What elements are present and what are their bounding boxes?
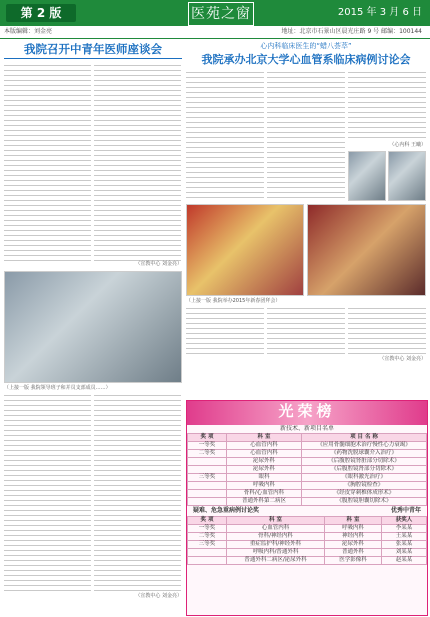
left-column bbox=[4, 40, 182, 600]
table-row bbox=[188, 541, 427, 549]
table-row bbox=[188, 490, 427, 498]
stage-photo bbox=[307, 204, 427, 296]
left-article-title: 我院召开中青年医师座谈会 bbox=[4, 42, 182, 59]
lecture-photo-2 bbox=[388, 151, 426, 201]
honor-roll-subtitle: 新技术、新项目名单 bbox=[279, 425, 334, 432]
right-column bbox=[186, 40, 426, 363]
right-article-credit: （心内科 王曦） bbox=[389, 142, 426, 148]
table-row bbox=[188, 450, 427, 458]
table-cell: 心血管内科 bbox=[227, 442, 302, 450]
masthead bbox=[0, 0, 430, 26]
sub-header bbox=[0, 26, 430, 39]
left-article-body-col1 bbox=[4, 63, 91, 261]
left-article-credit: （宣教中心 刘金亮） bbox=[135, 261, 182, 267]
table-cell bbox=[188, 490, 227, 498]
table-row bbox=[188, 533, 427, 541]
left-article-body-col2 bbox=[94, 63, 181, 261]
right-lower-body-col3 bbox=[348, 306, 426, 356]
table-cell: 赵某某 bbox=[382, 557, 427, 565]
left-lower-body-col2 bbox=[94, 393, 181, 593]
right-article-title: 我院承办北京大学心血管系临床病例讨论会 bbox=[201, 53, 411, 66]
table-cell: 神经内科 bbox=[325, 533, 382, 541]
table-cell: 泌尿外科 bbox=[227, 458, 302, 466]
table-cell: 心血管内科 bbox=[227, 525, 325, 533]
right-lower-credit: （宣教中心 刘金亮） bbox=[379, 356, 426, 362]
awards-table bbox=[187, 516, 427, 565]
new-year-party-photo bbox=[186, 204, 304, 296]
meeting-photo bbox=[4, 271, 182, 383]
col2-header-award: 奖 项 bbox=[188, 517, 227, 525]
table-cell: 一等奖 bbox=[188, 442, 227, 450]
table-cell: 普通外科二病区/泌尿外科 bbox=[227, 557, 325, 565]
table-cell bbox=[188, 549, 227, 557]
table-row bbox=[188, 549, 427, 557]
table-cell: 《经皮穿刺椎体成形术》 bbox=[302, 490, 427, 498]
right-lower-body-col2 bbox=[267, 306, 345, 356]
table-cell: 心血管内科 bbox=[227, 450, 302, 458]
table-row bbox=[188, 525, 427, 533]
table-cell: 眼科 bbox=[227, 474, 302, 482]
table-cell: 王某某 bbox=[382, 533, 427, 541]
col-header-project: 项 目 名 称 bbox=[302, 434, 427, 442]
table-row bbox=[188, 557, 427, 565]
right-lower-body-col1 bbox=[186, 306, 264, 356]
table-cell: 一等奖 bbox=[188, 525, 227, 533]
table-cell bbox=[188, 557, 227, 565]
young-doctor-title: 优秀中青年 bbox=[390, 507, 421, 514]
table-cell bbox=[188, 458, 227, 466]
lecture-photo-1 bbox=[348, 151, 386, 201]
table-cell bbox=[188, 498, 227, 506]
address-line: 地址：北京市石景山区晨光庄路 9 号 邮编：100144 bbox=[281, 28, 422, 35]
honor-roll-banner: 光荣榜 bbox=[187, 401, 427, 425]
table-cell bbox=[188, 466, 227, 474]
right-article-body-col1 bbox=[186, 70, 264, 200]
table-cell: 三等奖 bbox=[188, 474, 227, 482]
left-lower-body-col1 bbox=[4, 393, 91, 593]
left-photo-caption: （上接一版 我院领导班子和并员支部成员……） bbox=[4, 385, 111, 391]
section-title: 医苑之窗 bbox=[188, 2, 254, 26]
table-cell: 刘某某 bbox=[382, 549, 427, 557]
issue-date: 2015 年 3 月 6 日 bbox=[337, 7, 422, 18]
table-cell: 骨科/心血管内科 bbox=[227, 490, 302, 498]
table-cell: 《后腹腔镜肾部分切除术》 bbox=[302, 466, 427, 474]
table-row bbox=[188, 474, 427, 482]
table-row bbox=[188, 466, 427, 474]
table-cell bbox=[188, 482, 227, 490]
table-cell: 呼吸内科/普通外科 bbox=[227, 549, 325, 557]
honor-roll bbox=[186, 400, 428, 616]
table-cell: 医学影像科 bbox=[325, 557, 382, 565]
table-cell: 呼吸内科 bbox=[325, 525, 382, 533]
case-discussion-title: 疑难、危急重病例讨论奖 bbox=[193, 507, 260, 514]
right-article-kicker: 心内科临床医生的“蜡八荟萃” bbox=[260, 42, 352, 50]
table-cell: 重症监护科/神经外科 bbox=[227, 541, 325, 549]
projects-table bbox=[187, 433, 427, 506]
table-cell: 普通外科 bbox=[325, 549, 382, 557]
table-cell: 李某某 bbox=[382, 525, 427, 533]
table-cell: 骨科/神经内科 bbox=[227, 533, 325, 541]
table-row bbox=[188, 442, 427, 450]
table-cell: 呼吸内科 bbox=[227, 482, 302, 490]
col2-header-dept2: 科 室 bbox=[325, 517, 382, 525]
table-cell: 《药物洗脱球囊介入治疗》 bbox=[302, 450, 427, 458]
table-row bbox=[188, 458, 427, 466]
table-cell: 《眼科激光治疗》 bbox=[302, 474, 427, 482]
right-photo-caption: （上接一版 我院举办2015年新春团拜会） bbox=[186, 298, 281, 304]
right-article-body-col2 bbox=[267, 70, 345, 200]
col2-header-winner: 获奖人 bbox=[382, 517, 427, 525]
col-header-award: 奖 项 bbox=[188, 434, 227, 442]
table-cell: 《胸腔镜检查》 bbox=[302, 482, 427, 490]
col2-header-dept: 科 室 bbox=[227, 517, 325, 525]
table-cell: 泌尿外科 bbox=[227, 466, 302, 474]
table-cell: 二等奖 bbox=[188, 450, 227, 458]
table-row bbox=[188, 482, 427, 490]
left-lower-credit: （宣教中心 刘金亮） bbox=[135, 593, 182, 599]
table-cell: 泌尿外科 bbox=[325, 541, 382, 549]
table-cell: 普通外科第二病区 bbox=[227, 498, 302, 506]
table-cell: 张某某 bbox=[382, 541, 427, 549]
table-cell: 二等奖 bbox=[188, 533, 227, 541]
edition-label: 第 2 版 bbox=[6, 4, 76, 22]
editor-credit: 本版编辑：刘金亮 bbox=[4, 28, 53, 35]
col-header-dept: 科 室 bbox=[227, 434, 302, 442]
table-row bbox=[188, 498, 427, 506]
table-cell: 三等奖 bbox=[188, 541, 227, 549]
table-cell: 《后腹腔镜肾脏部分切除术》 bbox=[302, 458, 427, 466]
table-cell: 《应用骨髓细胞术治疗慢性心力衰竭》 bbox=[302, 442, 427, 450]
right-article-body-col3 bbox=[348, 70, 426, 142]
table-cell: 《腹腔镜胆囊切除术》 bbox=[302, 498, 427, 506]
